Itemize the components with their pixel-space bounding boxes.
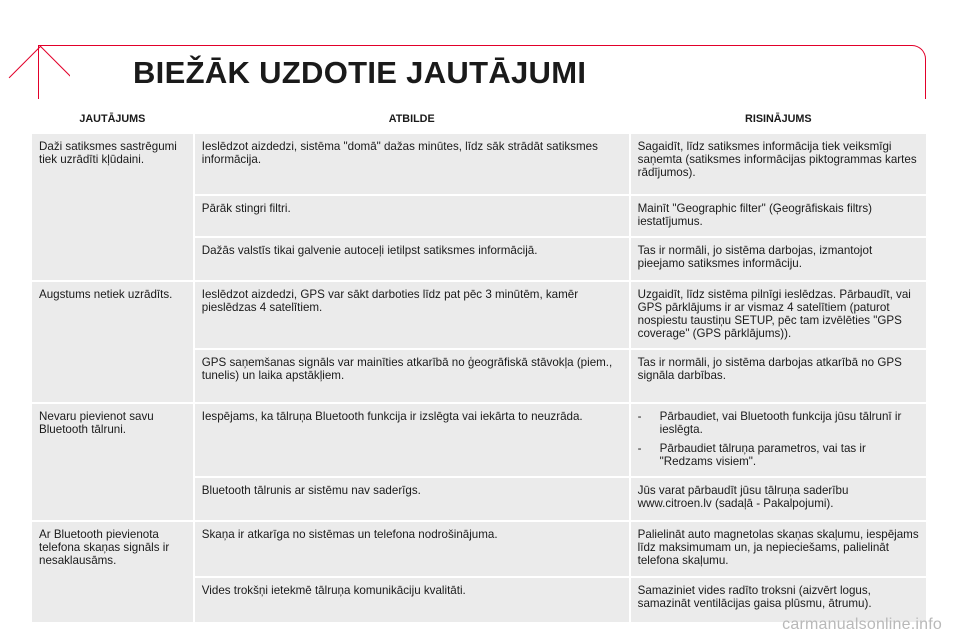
solution-list-item (638, 442, 919, 468)
question-cell: Ar Bluetooth pievienota telefona skaņas signāls ir nesaklausāms. (31, 521, 194, 623)
table-row (31, 281, 927, 349)
question-cell: Daži satiksmes sastrēgumi tiek uzrādīti kļūdaini. (31, 133, 194, 281)
header-solution: RISINĀJUMS (630, 106, 927, 133)
solution-cell (630, 403, 927, 477)
answer-cell: Ieslēdzot aizdedzi, sistēma "domā" dažas minūtes, līdz sāk strādāt satiksmes informācija. (194, 133, 630, 195)
table-row (31, 403, 927, 477)
table-row (31, 133, 927, 195)
solution-cell: Jūs varat pārbaudīt jūsu tālruņa saderību www.citroen.lv (sadaļā - Pakalpojumi). (630, 477, 927, 521)
faq-table (30, 106, 928, 624)
list-item-text: Pārbaudiet tālruņa parametros, vai tas ir "Redzams visiem". (659, 442, 866, 468)
answer-cell: Pārāk stingri filtri. (194, 195, 630, 237)
answer-cell: Vides trokšņi ietekmē tālruņa komunikāciju kvalitāti. (194, 577, 630, 623)
solution-cell: Samaziniet vides radīto troksni (aizvērt logus, samazināt ventilācijas gaisa plūsmu, ātrumu). (630, 577, 927, 623)
answer-cell: Ieslēdzot aizdedzi, GPS var sākt darboties līdz pat pēc 3 minūtēm, kamēr pieslēdzas 4 satelītiem. (194, 281, 630, 349)
solution-cell: Tas ir normāli, jo sistēma darbojas, izmantojot pieejamo satiksmes informāciju. (630, 237, 927, 281)
solution-cell: Palielināt auto magnetolas skaņas skaļumu, iespējams līdz maksimumam un, ja nepieciešams, palielināt telefona skaļumu. (630, 521, 927, 577)
solution-list-item (638, 410, 919, 436)
solution-cell: Uzgaidīt, līdz sistēma pilnīgi ieslēdzas. Pārbaudīt, vai GPS pārklājums ir ar vismaz 4 satelītiem (paturot nospiestu taustiņu SETUP, pēc tam izvēlēties "GPS coverage" (GPS pārklājums)). (630, 281, 927, 349)
page-title: BIEŽĀK UZDOTIE JAUTĀJUMI (133, 55, 587, 90)
list-dash: - (637, 442, 642, 455)
list-dash: - (637, 410, 642, 423)
answer-cell: GPS saņemšanas signāls var mainīties atkarībā no ģeogrāfiskā stāvokļa (piem., tunelis) un laika apstākļiem. (194, 349, 630, 403)
table-header-row (31, 106, 927, 133)
header-answer: ATBILDE (194, 106, 630, 133)
solution-cell: Tas ir normāli, jo sistēma darbojas atkarībā no GPS signāla darbības. (630, 349, 927, 403)
question-cell: Augstums netiek uzrādīts. (31, 281, 194, 403)
answer-cell: Skaņa ir atkarīga no sistēmas un telefona nodrošinājuma. (194, 521, 630, 577)
answer-cell: Dažās valstīs tikai galvenie autoceļi ietilpst satiksmes informācijā. (194, 237, 630, 281)
solution-cell: Mainīt "Geographic filter" (Ģeogrāfiskais filtrs) iestatījumus. (630, 195, 927, 237)
header-question: JAUTĀJUMS (31, 106, 194, 133)
answer-cell: Bluetooth tālrunis ar sistēmu nav saderīgs. (194, 477, 630, 521)
list-item-text: Pārbaudiet, vai Bluetooth funkcija jūsu tālrunī ir ieslēgta. (659, 410, 902, 436)
solution-cell: Sagaidīt, līdz satiksmes informācija tiek veiksmīgi saņemta (satiksmes informācijas piktogrammas kartes rādījumos). (630, 133, 927, 195)
table-row (31, 521, 927, 577)
question-cell: Nevaru pievienot savu Bluetooth tālruni. (31, 403, 194, 521)
watermark: carmanualsonline.info (782, 616, 942, 633)
answer-cell: Iespējams, ka tālruņa Bluetooth funkcija ir izslēgta vai iekārta to neuzrāda. (194, 403, 630, 477)
